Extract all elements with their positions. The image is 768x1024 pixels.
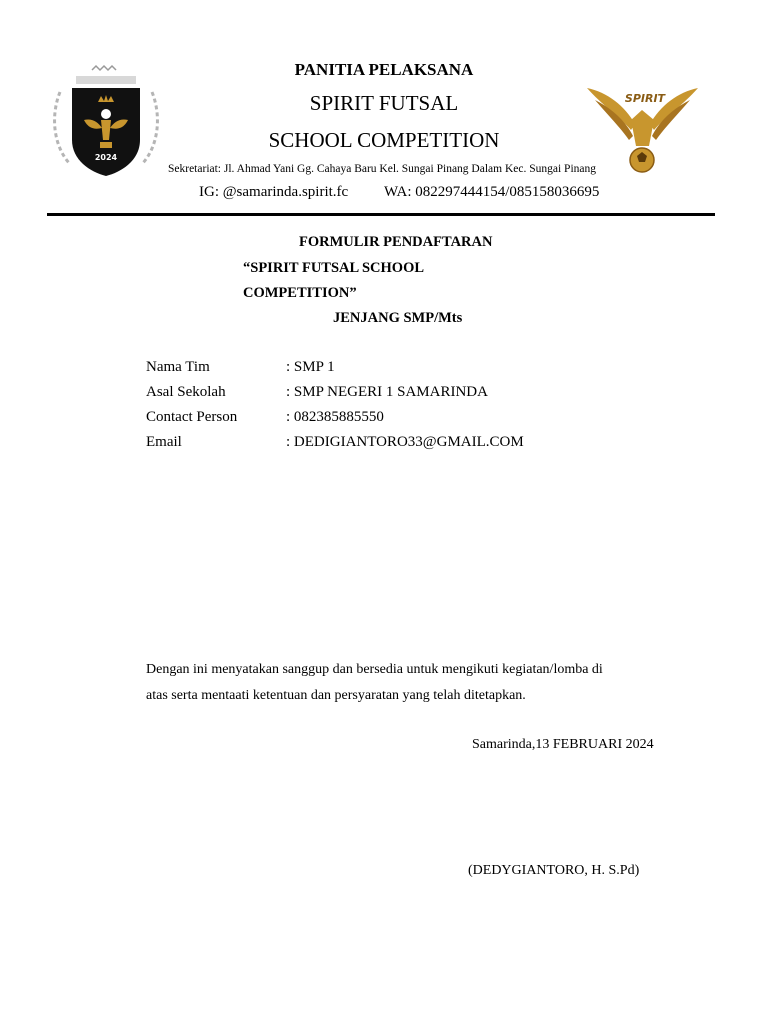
email-value: : DEDIGIANTORO33@GMAIL.COM: [286, 434, 524, 450]
signatory-name: (DEDYGIANTORO, H. S.Pd): [468, 863, 640, 878]
instagram-handle: IG: @samarinda.spirit.fc: [199, 184, 349, 200]
statement-line2: atas serta mentaati ketentuan dan persyaratan yang telah ditetapkan.: [146, 688, 526, 703]
place-date: Samarinda,13 FEBRUARI 2024: [472, 737, 654, 752]
event-subtitle: SCHOOL COMPETITION: [268, 128, 500, 152]
logo-year: 2024: [94, 153, 118, 162]
whatsapp-numbers: WA: 082297444154/085158036695: [384, 184, 600, 200]
contact-person-label: Contact Person: [146, 409, 238, 425]
competition-name-line1: “SPIRIT FUTSAL SCHOOL: [243, 260, 425, 276]
secretariat-address: Sekretariat: Jl. Ahmad Yani Gg. Cahaya Baru Kel. Sungai Pinang Dalam Kec. Sungai Pinang: [168, 163, 596, 175]
school-label: Asal Sekolah: [146, 384, 226, 400]
statement-line1: Dengan ini menyatakan sanggup dan bersedia untuk mengikuti kegiatan/lomba di: [146, 662, 603, 677]
team-name-value: : SMP 1: [286, 359, 335, 375]
school-value: : SMP NEGERI 1 SAMARINDA: [286, 384, 488, 400]
team-name-label: Nama Tim: [146, 359, 210, 375]
competition-name-line2: COMPETITION”: [243, 285, 357, 301]
form-title: FORMULIR PENDAFTARAN: [299, 234, 493, 250]
header-divider: [47, 213, 715, 216]
committee-title: PANITIA PELAKSANA: [294, 60, 474, 79]
event-title: SPIRIT FUTSAL: [309, 91, 459, 115]
logo-text: SPIRIT: [624, 92, 666, 105]
contact-person-value: : 082385885550: [286, 409, 384, 425]
email-label: Email: [146, 434, 182, 450]
level-title: JENJANG SMP/Mts: [333, 310, 463, 326]
